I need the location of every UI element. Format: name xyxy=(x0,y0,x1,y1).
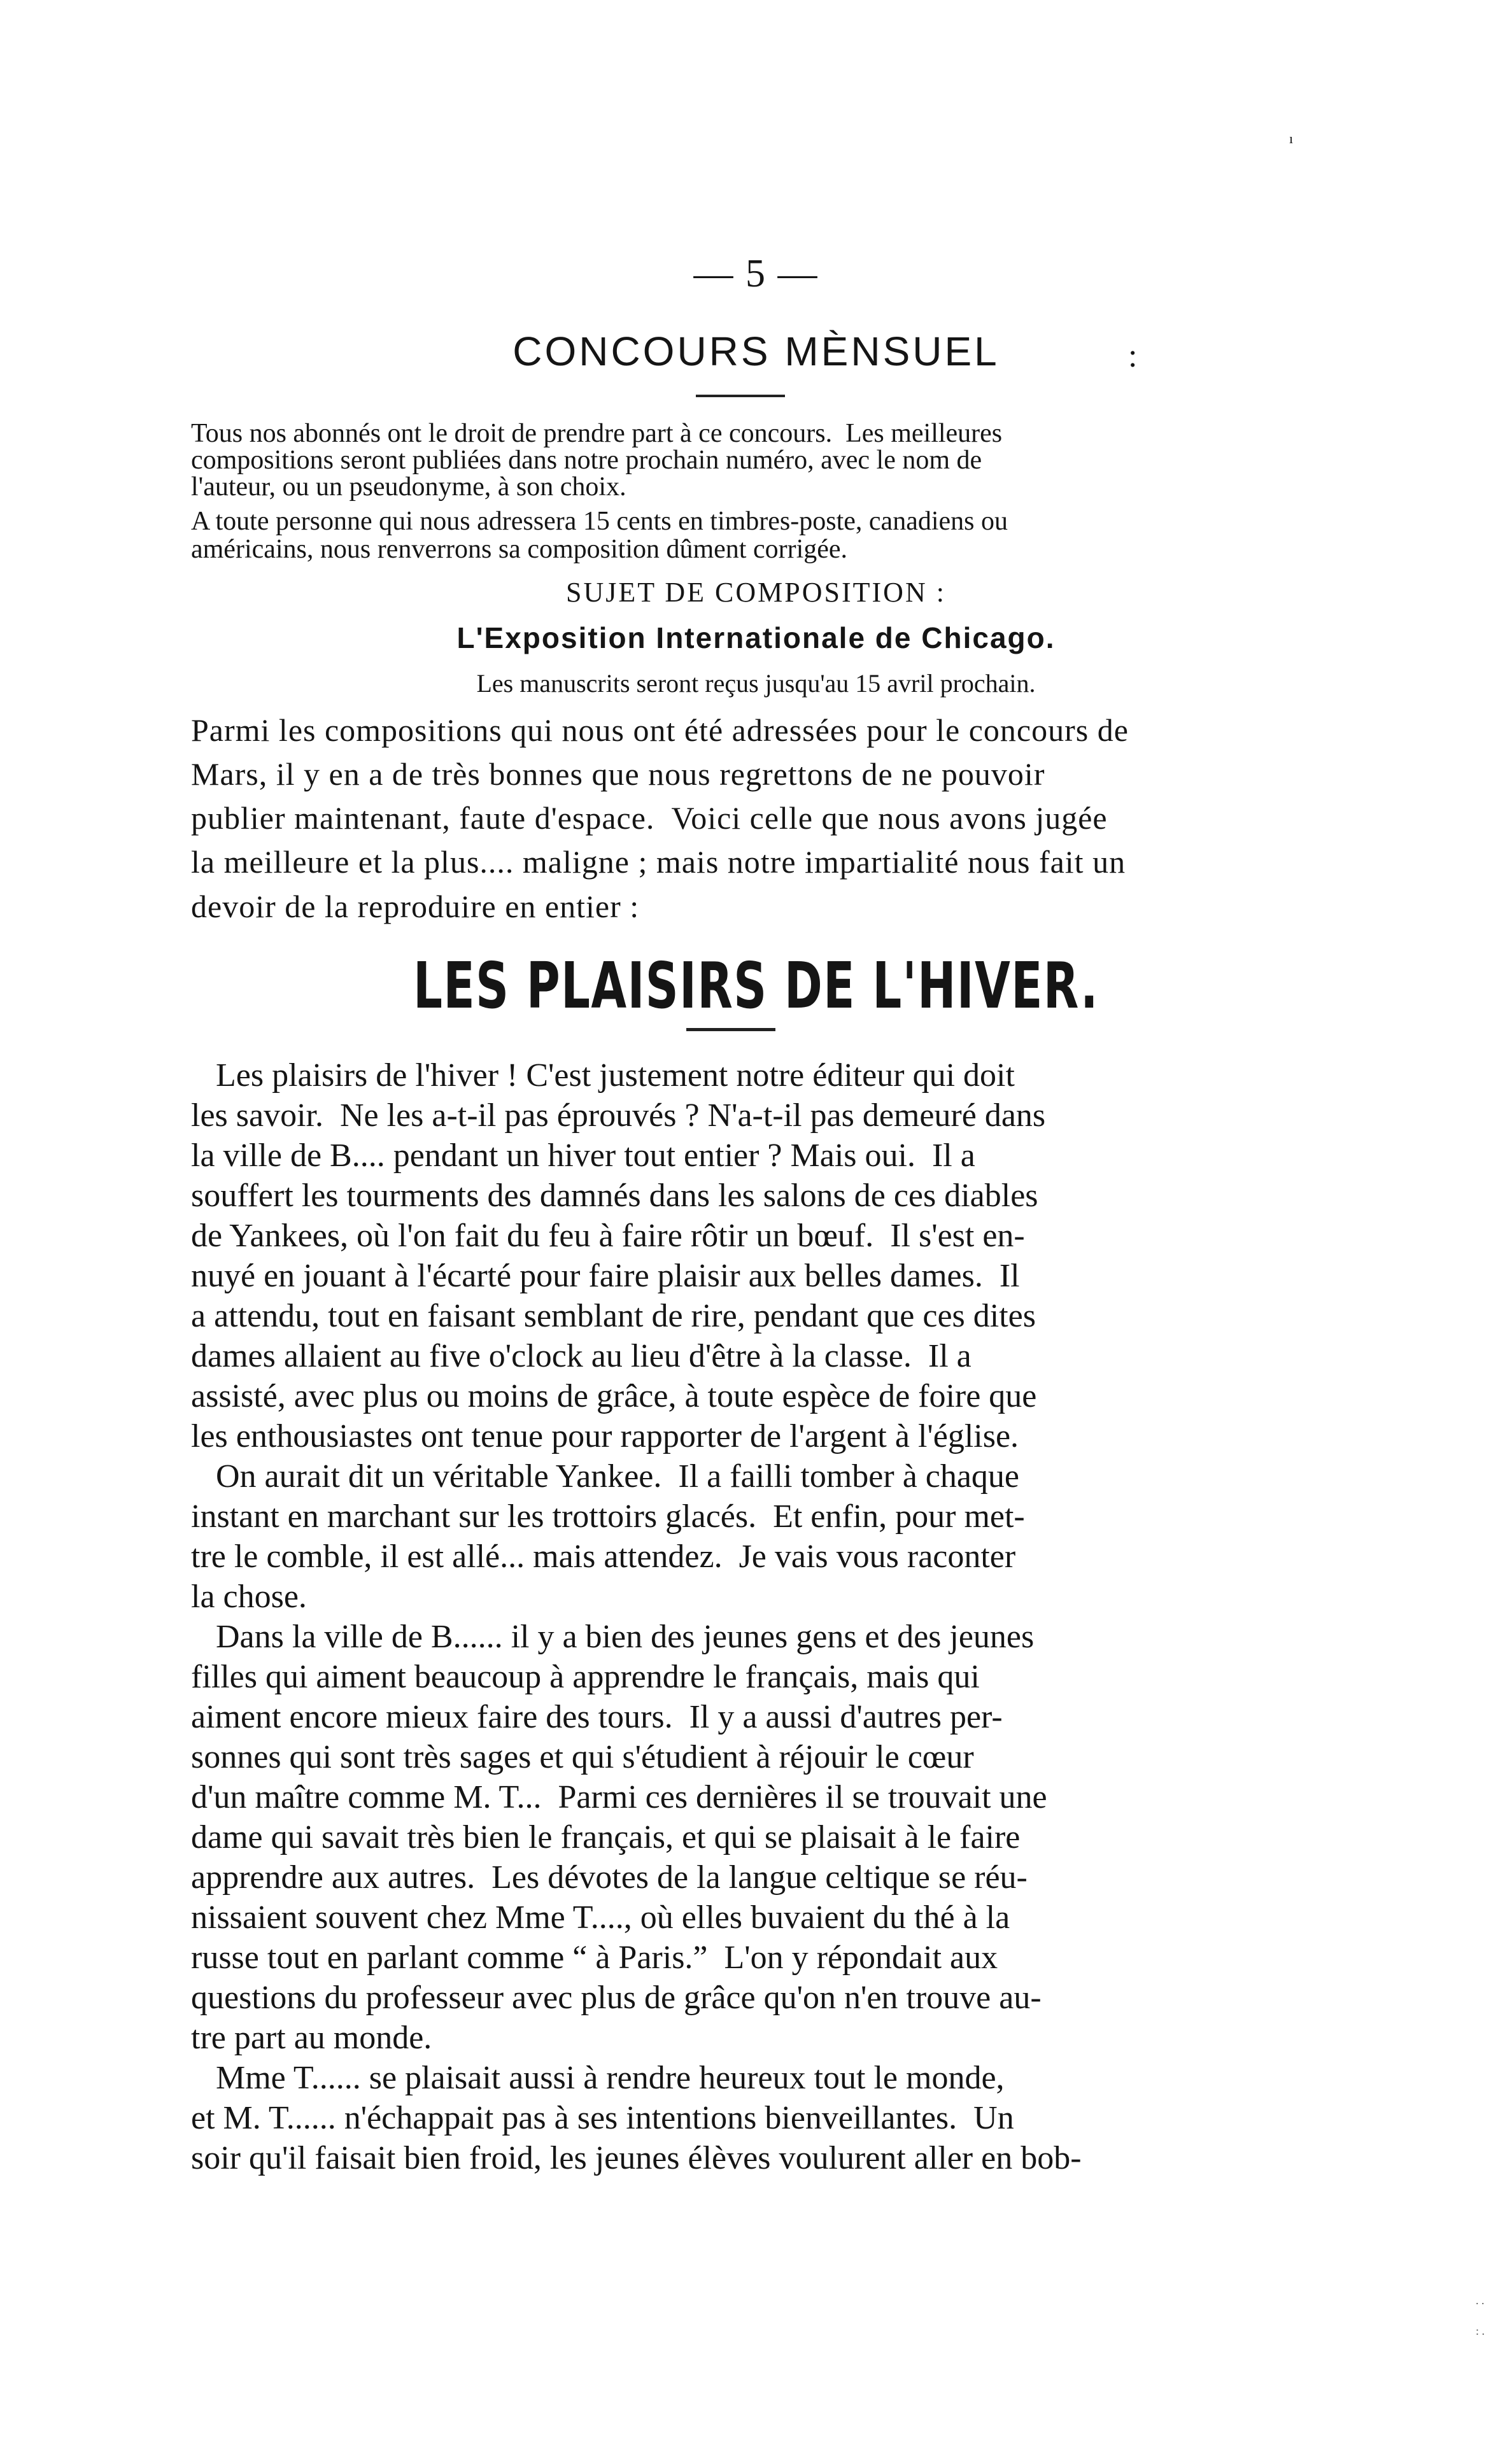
story-line: nissaient souvent chez Mme T...., où elles buvaient du thé à la xyxy=(191,1899,1010,1936)
story-line: On aurait dit un véritable Yankee. Il a failli tomber à chaque xyxy=(191,1458,1020,1495)
story-line: apprendre aux autres. Les dévotes de la langue celtique se réu- xyxy=(191,1859,1028,1896)
contest-title: CONCOURS MÈNSUEL xyxy=(512,328,1000,374)
story-line: les savoir. Ne les a-t-il pas éprouvés ? N'a-t-il pas demeuré dans xyxy=(191,1097,1046,1134)
deadline-note: Les manuscrits seront reçus jusqu'au 15 avril prochain. xyxy=(476,669,1036,698)
title-rule xyxy=(696,395,785,397)
story-title: LES PLAISIRS DE L'HIVER. xyxy=(413,948,1099,1023)
story-line: souffert les tourments des damnés dans les salons de ces diables xyxy=(191,1178,1038,1214)
story-line: tre le comble, il est allé... mais attendez. Je vais vous raconter xyxy=(191,1538,1016,1575)
story-line: Dans la ville de B...... il y a bien des jeunes gens et des jeunes xyxy=(191,1619,1035,1655)
corner-mark: ı xyxy=(1289,130,1294,146)
intro-line: Mars, il y en a de très bonnes que nous regrettons de ne pouvoir xyxy=(191,756,1045,792)
story-line: d'un maître comme M. T... Parmi ces dernières il se trouvait une xyxy=(191,1779,1047,1815)
subject-title: L'Exposition Internationale de Chicago. xyxy=(456,621,1056,654)
intro-line: Parmi les compositions qui nous ont été adressées pour le concours de xyxy=(191,712,1129,748)
story-line: les enthousiastes ont tenue pour rapporter de l'argent à l'église. xyxy=(191,1418,1019,1454)
notice-line: l'auteur, ou un pseudonyme, à son choix. xyxy=(191,472,626,502)
story-line: et M. T...... n'échappait pas à ses intentions bienveillantes. Un xyxy=(191,2100,1014,2136)
subject-heading: SUJET DE COMPOSITION : xyxy=(566,577,946,608)
story-line: Mme T...... se plaisait aussi à rendre heureux tout le monde, xyxy=(191,2060,1005,2096)
story-line: filles qui aiment beaucoup à apprendre le français, mais qui xyxy=(191,1659,980,1695)
page-number: — 5 — xyxy=(693,252,819,295)
story-line: russe tout en parlant comme “ à Paris.” L'on y répondait aux xyxy=(191,1940,998,1976)
story-line: soir qu'il faisait bien froid, les jeunes élèves voulurent aller en bob- xyxy=(191,2140,1082,2176)
story-line: nuyé en jouant à l'écarté pour faire plaisir aux belles dames. Il xyxy=(191,1258,1020,1294)
story-title-rule xyxy=(686,1028,775,1031)
story-line: la ville de B.... pendant un hiver tout entier ? Mais oui. Il a xyxy=(191,1137,975,1174)
story-line: tre part au monde. xyxy=(191,2020,432,2056)
story-line: Les plaisirs de l'hiver ! C'est justement notre éditeur qui doit xyxy=(191,1057,1015,1094)
intro-line: publier maintenant, faute d'espace. Voici celle que nous avons jugée xyxy=(191,800,1108,836)
story-line: dames allaient au five o'clock au lieu d'être à la classe. Il a xyxy=(191,1338,971,1374)
notice-line: compositions seront publiées dans notre prochain numéro, avec le nom de xyxy=(191,446,982,475)
story-line: a attendu, tout en faisant semblant de rire, pendant que ces dites xyxy=(191,1298,1036,1334)
edge-marks: . . : . xyxy=(1476,2294,1485,2337)
story-line: de Yankees, où l'on fait du feu à faire rôtir un bœuf. Il s'est en- xyxy=(191,1218,1025,1254)
intro-line: la meilleure et la plus.... maligne ; mais notre impartialité nous fait un xyxy=(191,844,1126,880)
story-line: la chose. xyxy=(191,1579,307,1615)
notice-line: américains, nous renverrons sa composition dûment corrigée. xyxy=(191,535,848,564)
notice-line: A toute personne qui nous adressera 15 cents en timbres-poste, canadiens ou xyxy=(191,507,1008,536)
stray-colon: : xyxy=(1128,338,1138,374)
story-line: assisté, avec plus ou moins de grâce, à toute espèce de foire que xyxy=(191,1378,1037,1414)
story-line: instant en marchant sur les trottoirs glacés. Et enfin, pour met- xyxy=(191,1498,1025,1535)
story-line: dame qui savait très bien le français, et qui se plaisait à le faire xyxy=(191,1819,1021,1855)
notice-line: Tous nos abonnés ont le droit de prendre part à ce concours. Les meilleures xyxy=(191,419,1003,448)
intro-line: devoir de la reproduire en entier : xyxy=(191,889,640,924)
story-line: aiment encore mieux faire des tours. Il y a aussi d'autres per- xyxy=(191,1699,1003,1735)
story-line: sonnes qui sont très sages et qui s'étudient à réjouir le cœur xyxy=(191,1739,974,1775)
story-line: questions du professeur avec plus de grâce qu'on n'en trouve au- xyxy=(191,1980,1042,2016)
